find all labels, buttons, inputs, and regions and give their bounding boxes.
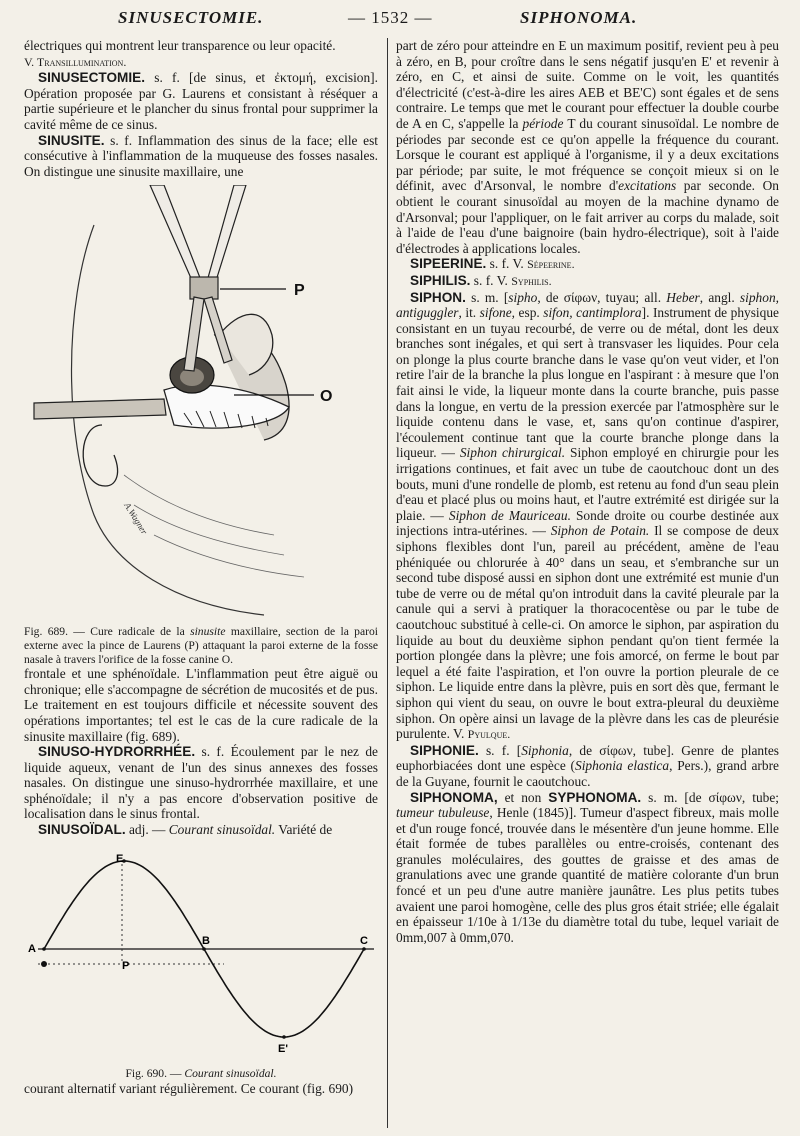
page-number: — 1532 — [348, 8, 433, 27]
entry-headword: SIPHONIE. [410, 742, 479, 758]
label-p: P [294, 282, 305, 300]
curve-point-e-prime [282, 1035, 286, 1039]
figure-caption-690: Fig. 690. — Courant sinusoïdal. [125, 1066, 277, 1080]
cross-reference: Syphilis. [511, 273, 552, 288]
surgical-illustration [24, 185, 378, 621]
curve-point-b [202, 947, 206, 951]
artist-signature: A.Wagner [122, 501, 150, 537]
entry-sinusoidal: SINUSOÏDAL. adj. — Courant sinusoïdal. Variété de [38, 822, 333, 838]
header-left: SINUSECTOMIE. [118, 8, 264, 27]
entry-sipeerine: SIPEERINE. s. f. V. Sépeerine. [410, 256, 575, 272]
figure-690 [24, 844, 378, 1062]
paragraph-continued: part de zéro pour atteindre en E un maximum positif, revient peu à peu à zéro, en B, pour croître dans le sens négatif jusqu'en E' et revenir à zéro, en C, et ainsi de suite. Comme on le voit, les quantités d'électricité (c'est-à-dire les aires AEB et BE'C) sont égales et de sens contraire. Le temps que met le courant pour effectuer la double courbe de A en C, s'appelle la période T du courant sinusoïdal. Le nombre de périodes par seconde est ce qu'on appelle la fréquence du courant. Lorsque le courant est appliqué à l'organisme, il y a deux excitations par période; par suite, le mot fréquence se conçoit mieux si on le définit, avec d'Arsonval, le nombre d'excitations par seconde. On obtient le courant sinusoïdal au moyen de la machine dynamo de d'Arsonval; pour l'appliquer, on le fait arriver au corps du malade, soit à l'aide de l'eau d'une baignoire (bain hydro-électrique), soit à l'aide d'électrodes à applications locales. [396, 38, 779, 256]
entry-headword: SIPEERINE. [410, 256, 487, 272]
entry-headword: SIPHONOMA, [410, 789, 498, 805]
entry-headword-variant: SYPHONOMA. [548, 789, 642, 805]
entry-sinuso-hydrorrhee [24, 744, 378, 822]
figure-caption-689: Fig. 689. — Cure radicale de la sinusite maxillaire, section de la paroi externe avec la pince de Laurens (P) attaquant la paroi externe de la fosse nasale à travers l'orifice de la fosse canine O. [24, 625, 378, 666]
entry-siphonoma: SIPHONOMA, et non SYPHONOMA. s. m. [de σίφων, tube; tumeur tubuleuse, Henle (1845)]. Tumeur d'aspect fibreux, mais molle et d'un rouge foncé, trouvée dans le mésentère d'un jeune homme. Elle était formée de tubes parallèles ou entre-croisés, contenant des granules moléculaires, des gouttes de graisse et des amas de granulations avec une grande quantité de matière colorante d'un brun foncé et un peu d'une autre manière jaunâtre. Les plus petits tubes avaient une paroi homogène, celle des plus gros était striée; elle égalait en épaisseur 1/10e à 1/13e du diamètre total du tube, lequel variait de 0mm,007 à 0mm,070. [396, 789, 780, 945]
label-e-prime: E' [278, 1042, 288, 1055]
label-o: O [320, 388, 333, 406]
running-header [0, 8, 800, 34]
origin-dot [41, 961, 47, 967]
label-a: A [28, 942, 36, 955]
curve-point-c [362, 947, 366, 951]
column-divider [387, 38, 388, 1128]
left-column [24, 38, 378, 1097]
entry-headword: SINUSITE. [38, 132, 105, 148]
sinusoid-chart [24, 844, 378, 1062]
label-e: E [116, 852, 124, 865]
figure-689 [24, 185, 378, 621]
paragraph-continued: frontale et une sphénoïdale. L'inflammation peut être aiguë ou chronique; elle s'accompagne de sécrétion de mucosités et de pus. Le traitement en est toujours difficile et nécessite souvent des opérations importantes; tel est le cas de la cure radicale de la sinusite maxillaire (fig. 689). [24, 666, 378, 744]
paragraph-continued: électriques qui montrent leur transparence ou leur opacité. [24, 38, 336, 53]
label-b: B [202, 934, 210, 947]
header-right: SIPHONOMA. [520, 8, 638, 27]
cross-reference: V. Transillumination. [24, 54, 127, 69]
entry-text: s. f. Inflammation des sinus de la face; elle est consécutive à l'inflammation de la muqueuse des fosses nasales. On distingue une sinusite maxillaire, une [24, 132, 378, 179]
entry-siphon: SIPHON. s. m. [sipho, de σίφων, tuyau; all. Heber, angl. siphon, antiguggler, it. sifone, esp. sifon, cantimplora]. Instrument de physique consistant en un tuyau recourbé, de verre ou de métal, dont les deux branches sont inégales, et qui sert à transvaser les liquides. Pour cela on plonge la plus courte branche dans le vase qu'on veut vider, et l'on retire l'air de la branche la plus longue en l'aspirant : à mesure que l'on fait ainsi le vide, la liqueur monte dans la courte branche, puis passe dans la longue, en vertu de la pression exercée par l'atmosphère sur le liquide contenu dans le vase, et, sans qu'on continue d'aspirer, l'écoulement continue tant que la courte branche plonge dans la liqueur. — Siphon chirurgical. Siphon employé en chirurgie pour les irrigations continues, et fait avec un tube de caoutchouc dont un des bouts, muni d'une rondelle de plomb, est retenu au fond d'un seau plein d'eau et placé plus ou moins haut, et l'autre extrémité est dirigée sur la plaie. — Siphon de Mauriceau. Sonde droite ou courbe destinée aux injections intra-utérines. — Siphon de Potain. Il se compose de deux siphons flexibles dont l'un, pareil au précédent, amène de l'eau phéniquée ou chlorurée à 40° dans un seau, et s'embranche sur un second tube disposé aussi en siphon dont une extrémité est munie d'un tube de verre ou de métal qu'on introduit dans la cavité pleurale par la canule qui a servi à pratiquer la thoracocentèse ou par le tube de caoutchouc substitué à celle-ci. On amorce le siphon, par aspiration du liquide au bout du deuxième siphon pendant qu'on tient fermée la portion plongée dans la plèvre; une fois amorcé, on ferme le bout par lequel a été faite l'aspiration, et l'on ouvre la portion pleurale de ce siphon. Le liquide entre dans la plèvre, puis en sort dès que, fermant le siphon qui vient du seau, on ouvre le bout extra-pleural du deuxième siphon. On opère ainsi un lavage de la plèvre dans les cas de pleurésie purulente. V. Pyulque. [396, 289, 780, 742]
entry-headword: SIPHILIS. [410, 272, 471, 288]
label-c: C [360, 934, 368, 947]
entry-siphonie: SIPHONIE. s. f. [Siphonia, de σίφων, tube]. Genre de plantes euphorbiacées dont une espèce (Siphonia elastica, Pers.), grand arbre de la Guyane, fournit le caoutchouc. [396, 742, 779, 789]
entry-headword: SINUSOÏDAL. [38, 822, 126, 838]
cross-reference: Pyulque. [467, 727, 511, 742]
paragraph-continued: courant alternatif variant régulièrement. Ce courant (fig. 690) [24, 1081, 354, 1097]
right-column [396, 38, 779, 945]
entry-headword: SIPHON. [410, 289, 466, 305]
entry-headword: SINUSO-HYDRORRHÉE. [38, 744, 196, 760]
entry-headword: SINUSECTOMIE. [38, 70, 146, 86]
cross-reference: Sépeerine. [527, 257, 575, 272]
curve-point-a [42, 947, 46, 951]
entry-sinusectomie [24, 70, 378, 132]
entry-text: s. f. [de sinus, et ἐκτομή, excision]. Opération proposée par G. Laurens et consistant à réséquer a partie supérieure et le plancher du sinus frontal pour supprimer la cavité même de ce sinus. [24, 70, 378, 132]
label-p: P [122, 959, 130, 972]
entry-siphilis: SIPHILIS. s. f. V. Syphilis. [410, 272, 552, 288]
entry-sinusite [24, 133, 378, 180]
entry-text: s. f. Écoulement par le nez de liquide aqueux, venant de l'un des sinus annexes des fosses nasales. On distingue une sinuso-hydrorrhée maxillaire, et une sphénoïdale; il n'y a pas encore d'observation positive de localisation dans le sinus frontal. [24, 744, 378, 822]
